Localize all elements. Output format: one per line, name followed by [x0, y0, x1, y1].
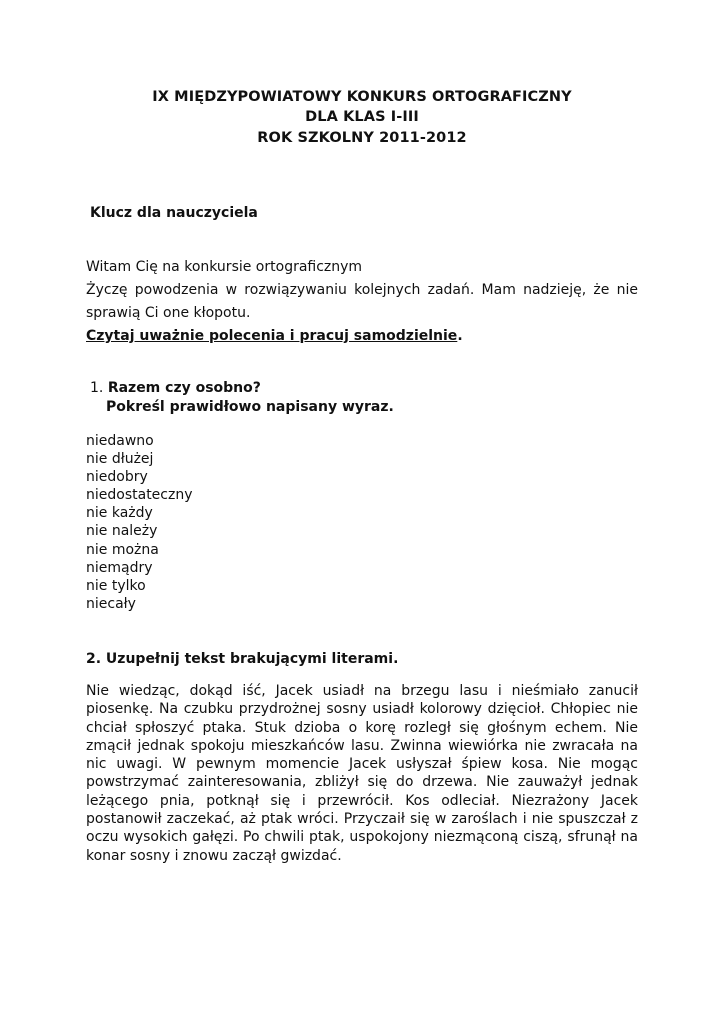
instruction-text: [86, 325, 638, 347]
word-item: niedobry: [86, 469, 148, 486]
word-item: niedostateczny: [86, 487, 193, 504]
task-1-header: [90, 379, 394, 417]
greeting-text: Witam Cię na konkursie ortograficznym: [86, 259, 363, 275]
word-item: nie można: [86, 541, 159, 558]
wish-text-line-1: Życzę powodzenia w rozwiązywaniu kolejnych zadań. Mam nadzieję, że nie: [86, 282, 638, 298]
word-item: niecały: [86, 595, 136, 612]
teacher-key-label: Klucz dla nauczyciela: [90, 205, 258, 221]
task-2-paragraph: Nie wiedząc, dokąd iść, Jacek usiadł na brzegu lasu i nieśmiało zanucił piosenkę. Na czubku przydrożnej sosny usiadł kolorowy dzięcioł. Chłopiec nie chciał spłoszyć ptaka. Stuk dzioba o korę rozległ się głośnym echem. Nie zmącił jednak spokoju mieszkańców lasu. Zwinna wiewiórka nie zwracała na nic uwagi. W pewnym momencie Jacek usłyszał śpiew kosa. Nie mogąc powstrzymać zainteresowania, zbliżył się do drzewa. Nie zauważył jednak leżącego pnia, potknął się i przewrócił. Kos odleciał. Niezrażony Jacek postanowił zaczekać, aż ptak wróci. Przyczaił się w zaroślach i nie spuszczał z oczu wysokich gałęzi. Po chwili ptak, uspokojony niezmąconą ciszą, sfrunął na konar sosny i znowu zaczął gwizdać.: [86, 683, 638, 864]
word-list: [86, 432, 193, 613]
instruction-period: .: [457, 328, 463, 344]
title-line-3: ROK SZKOLNY 2011-2012: [257, 130, 467, 146]
word-item: nie tylko: [86, 577, 146, 594]
word-item: niedawno: [86, 433, 154, 449]
title-line-2: DLA KLAS I-III: [305, 109, 419, 125]
task-1-title: Razem czy osobno?: [107, 380, 261, 396]
instruction-underlined: Czytaj uważnie polecenia i pracuj samodzielnie: [86, 328, 458, 344]
task-2-title: 2. Uzupełnij tekst brakującymi literami.: [86, 651, 399, 667]
wish-text-line-2: sprawią Ci one kłopotu.: [86, 305, 251, 321]
word-item: niemądry: [86, 559, 153, 576]
task-1-instruction: Pokreśl prawidłowo napisany wyraz.: [106, 399, 394, 415]
title-line-1: IX MIĘDZYPOWIATOWY KONKURS ORTOGRAFICZNY: [152, 89, 572, 105]
word-item: nie każdy: [86, 505, 153, 522]
word-item: nie dłużej: [86, 451, 154, 468]
task-1-number: 1.: [90, 380, 104, 396]
word-item: nie należy: [86, 523, 158, 540]
